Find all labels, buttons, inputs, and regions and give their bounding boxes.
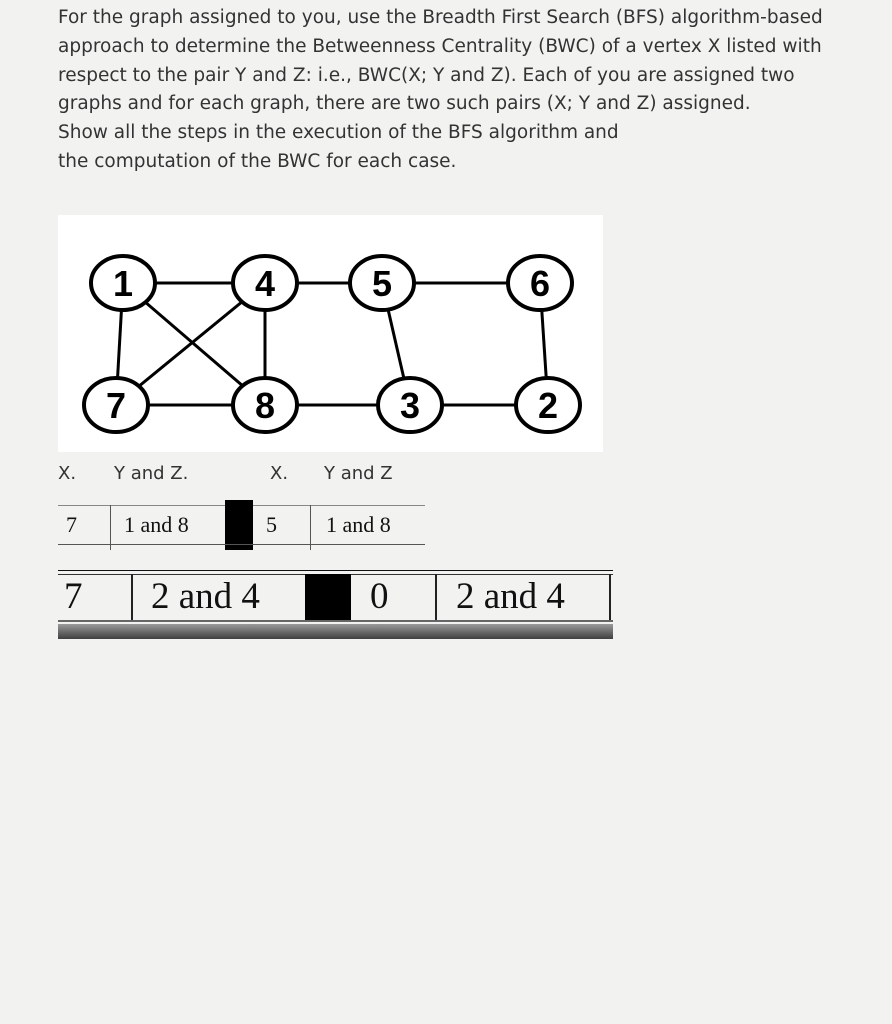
node-label: 2 xyxy=(537,385,559,426)
node-3 xyxy=(378,378,442,432)
cell-yz-2: 1 and 8 xyxy=(326,512,391,537)
node-label: 8 xyxy=(254,385,276,426)
redaction-block xyxy=(225,500,253,550)
node-1 xyxy=(91,256,155,310)
node-label: 5 xyxy=(371,263,393,304)
node-8 xyxy=(233,378,297,432)
divider xyxy=(131,574,133,622)
divider xyxy=(58,544,425,545)
node-label: 7 xyxy=(105,385,127,426)
node-label: 6 xyxy=(529,263,551,304)
cell-x-1: 7 xyxy=(64,576,83,617)
graph-diagram xyxy=(58,215,603,452)
node-2 xyxy=(516,378,580,432)
cell-x-1: 7 xyxy=(66,512,77,537)
table-header xyxy=(0,463,892,487)
question-line: approach to determine the Betweenness Centrality (BWC) of a vertex X listed with xyxy=(58,35,822,57)
cell-yz-2: 2 and 4 xyxy=(456,576,565,617)
question-line: Show all the steps in the execution of the BFS algorithm and xyxy=(58,122,619,144)
cell-yz-1: 2 and 4 xyxy=(151,576,260,617)
graph-image xyxy=(58,215,603,452)
assignment-table-small xyxy=(58,500,425,550)
cell-x-2: 0 xyxy=(370,576,389,617)
node-6 xyxy=(508,256,572,310)
question-line: respect to the pair Y and Z: i.e., BWC(X; Y and Z). Each of you are assigned two xyxy=(58,64,795,86)
cell-x-2: 5 xyxy=(266,512,277,537)
question-text xyxy=(58,4,848,177)
assignment-table-large xyxy=(58,570,613,640)
header-yz-1: Y and Z. xyxy=(114,463,189,484)
divider xyxy=(58,570,613,571)
divider xyxy=(609,574,611,622)
header-yz-2: Y and Z xyxy=(324,463,393,484)
question-line: For the graph assigned to you, use the Breadth First Search (BFS) algorithm-based xyxy=(58,7,823,28)
node-7 xyxy=(84,378,148,432)
header-x-2: X. xyxy=(270,463,289,484)
node-5 xyxy=(350,256,414,310)
divider xyxy=(435,574,437,622)
scan-shadow xyxy=(58,624,613,639)
node-label: 1 xyxy=(112,263,134,304)
node-4 xyxy=(233,256,297,310)
cell-yz-1: 1 and 8 xyxy=(124,512,189,537)
question-line: the computation of the BWC for each case. xyxy=(58,150,457,172)
header-x-1: X. xyxy=(58,463,77,484)
node-label: 3 xyxy=(399,385,421,426)
redaction-block xyxy=(305,574,351,622)
question-line: graphs and for each graph, there are two such pairs (X; Y and Z) assigned. xyxy=(58,93,751,115)
divider xyxy=(58,620,613,622)
node-label: 4 xyxy=(254,263,276,304)
